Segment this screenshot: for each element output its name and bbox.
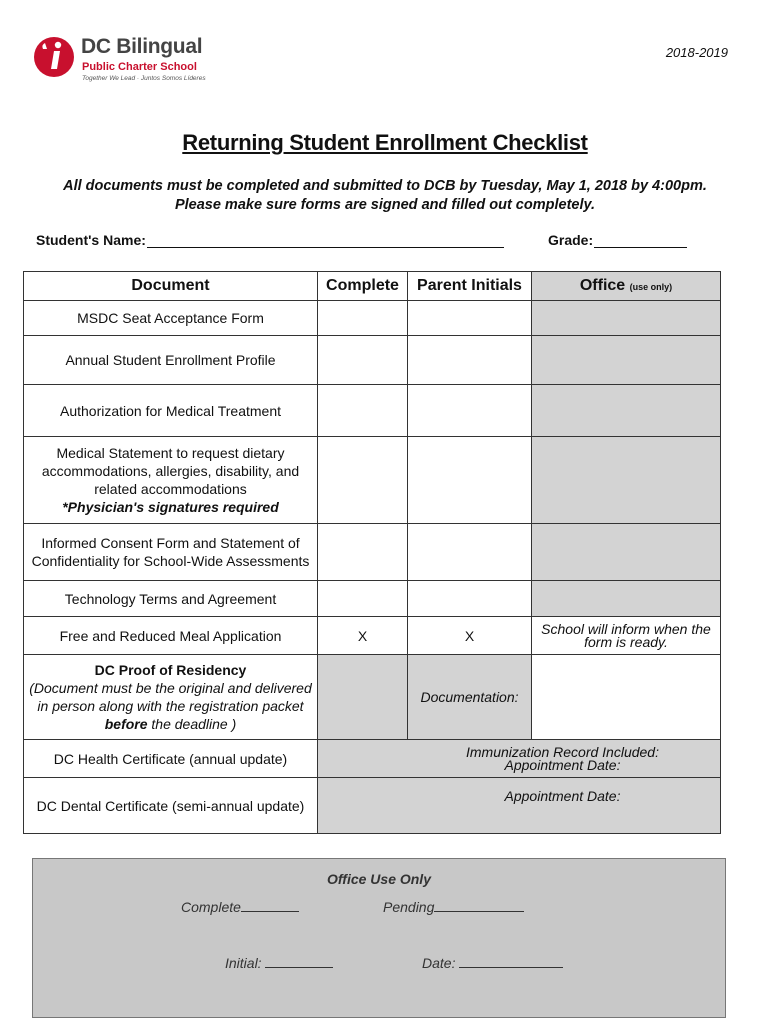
table-header-row [24,272,721,301]
office-pending-field [383,899,524,915]
doc-medical-statement [24,437,318,524]
table-row [24,385,721,437]
physician-signature-note: *Physician's signatures required [62,499,279,515]
doc-enrollment-profile: Annual Student Enrollment Profile [24,336,318,385]
office-initial-label: Initial: [225,955,262,971]
complete-cell[interactable] [318,437,408,524]
table-row [24,437,721,524]
immunization-record-label: Immunization Record Included: [466,743,659,760]
complete-x-mark: X [318,617,408,655]
grade-label: Grade: [548,232,594,248]
doc-health-certificate: DC Health Certificate (annual update) [24,740,318,778]
doc-technology-terms: Technology Terms and Agreement [24,581,318,617]
dental-appointment-label: Appointment Date: [504,788,621,804]
enrollment-checklist-table [23,271,721,834]
doc-medical-statement-text: Medical Statement to request dietary accommodations, allergies, disability, and related accommodations [41,445,300,497]
logo-subtitle: Public Charter School [82,61,197,73]
logo-tagline: Together We Lead · Juntos Somos Líderes [82,75,206,82]
initials-cell[interactable] [408,524,532,581]
residency-line2: in person along with the registration packet [37,698,304,714]
doc-medical-authorization: Authorization for Medical Treatment [24,385,318,437]
table-row [24,524,721,581]
doc-msdc-seat: MSDC Seat Acceptance Form [24,301,318,336]
header-office-note: (use only) [629,282,673,292]
doc-informed-consent: Informed Consent Form and Statement of Confidentiality for School-Wide Assessments [24,524,318,581]
initials-cell[interactable] [408,336,532,385]
student-name-label: Student's Name: [36,232,146,248]
initials-cell[interactable] [408,581,532,617]
residency-office-cell [532,655,721,740]
complete-cell[interactable] [318,336,408,385]
student-name-line[interactable] [147,247,504,248]
office-date-line[interactable] [459,955,563,968]
office-pending-line[interactable] [434,899,524,912]
logo-info-icon [33,36,75,78]
office-cell [532,301,721,336]
header-office-label: Office [579,277,626,294]
residency-end: the deadline ) [147,716,237,732]
complete-cell[interactable] [318,581,408,617]
health-office-notes [318,740,721,778]
residency-title: DC Proof of Residency [94,662,247,678]
table-row [24,617,721,655]
table-row [24,655,721,740]
header-office [532,272,721,301]
header-document: Document [24,272,318,301]
office-date-label: Date: [422,955,456,971]
health-appointment-label: Appointment Date: [504,756,621,773]
instruction-signature: Please make sure forms are signed and filled out completely. [174,197,596,213]
initials-x-mark: X [408,617,532,655]
office-date-field [422,955,563,971]
table-row [24,778,721,834]
initials-cell[interactable] [408,437,532,524]
office-pending-label: Pending [383,899,435,915]
complete-cell[interactable] [318,385,408,437]
table-row [24,740,721,778]
residency-before: before [104,716,148,732]
meal-office-note: School will inform when the form is ready. [532,617,721,655]
table-row [24,336,721,385]
office-cell [532,437,721,524]
office-use-title: Office Use Only [326,871,431,887]
header-parent-initials: Parent Initials [408,272,532,301]
complete-cell[interactable] [318,524,408,581]
page-title: Returning Student Enrollment Checklist [182,130,588,155]
residency-complete-cell [318,655,408,740]
office-cell [532,385,721,437]
initials-cell[interactable] [408,385,532,437]
office-cell [532,336,721,385]
office-cell [532,581,721,617]
instruction-deadline: All documents must be completed and submitted to DCB by Tuesday, May 1, 2018 by 4:00pm. [63,178,707,194]
office-complete-label: Complete [181,899,241,915]
complete-cell[interactable] [318,301,408,336]
initials-cell[interactable] [408,301,532,336]
table-row [24,301,721,336]
doc-proof-residency [24,655,318,740]
school-year: 2018-2019 [665,45,728,60]
office-initial-field [225,955,333,971]
doc-meal-application: Free and Reduced Meal Application [24,617,318,655]
office-cell [532,524,721,581]
doc-dental-certificate: DC Dental Certificate (semi-annual update) [24,778,318,834]
residency-line1: (Document must be the original and delivered [29,680,312,696]
logo-name: DC Bilingual [81,35,203,58]
header-complete: Complete [318,272,408,301]
grade-line[interactable] [594,247,687,248]
school-logo [33,36,223,86]
office-initial-line[interactable] [265,955,333,968]
office-use-box [32,858,726,1018]
residency-documentation: Documentation: [408,655,532,740]
table-row [24,581,721,617]
dental-office-notes [318,778,721,834]
office-complete-field [181,899,299,915]
office-complete-line[interactable] [241,899,299,912]
